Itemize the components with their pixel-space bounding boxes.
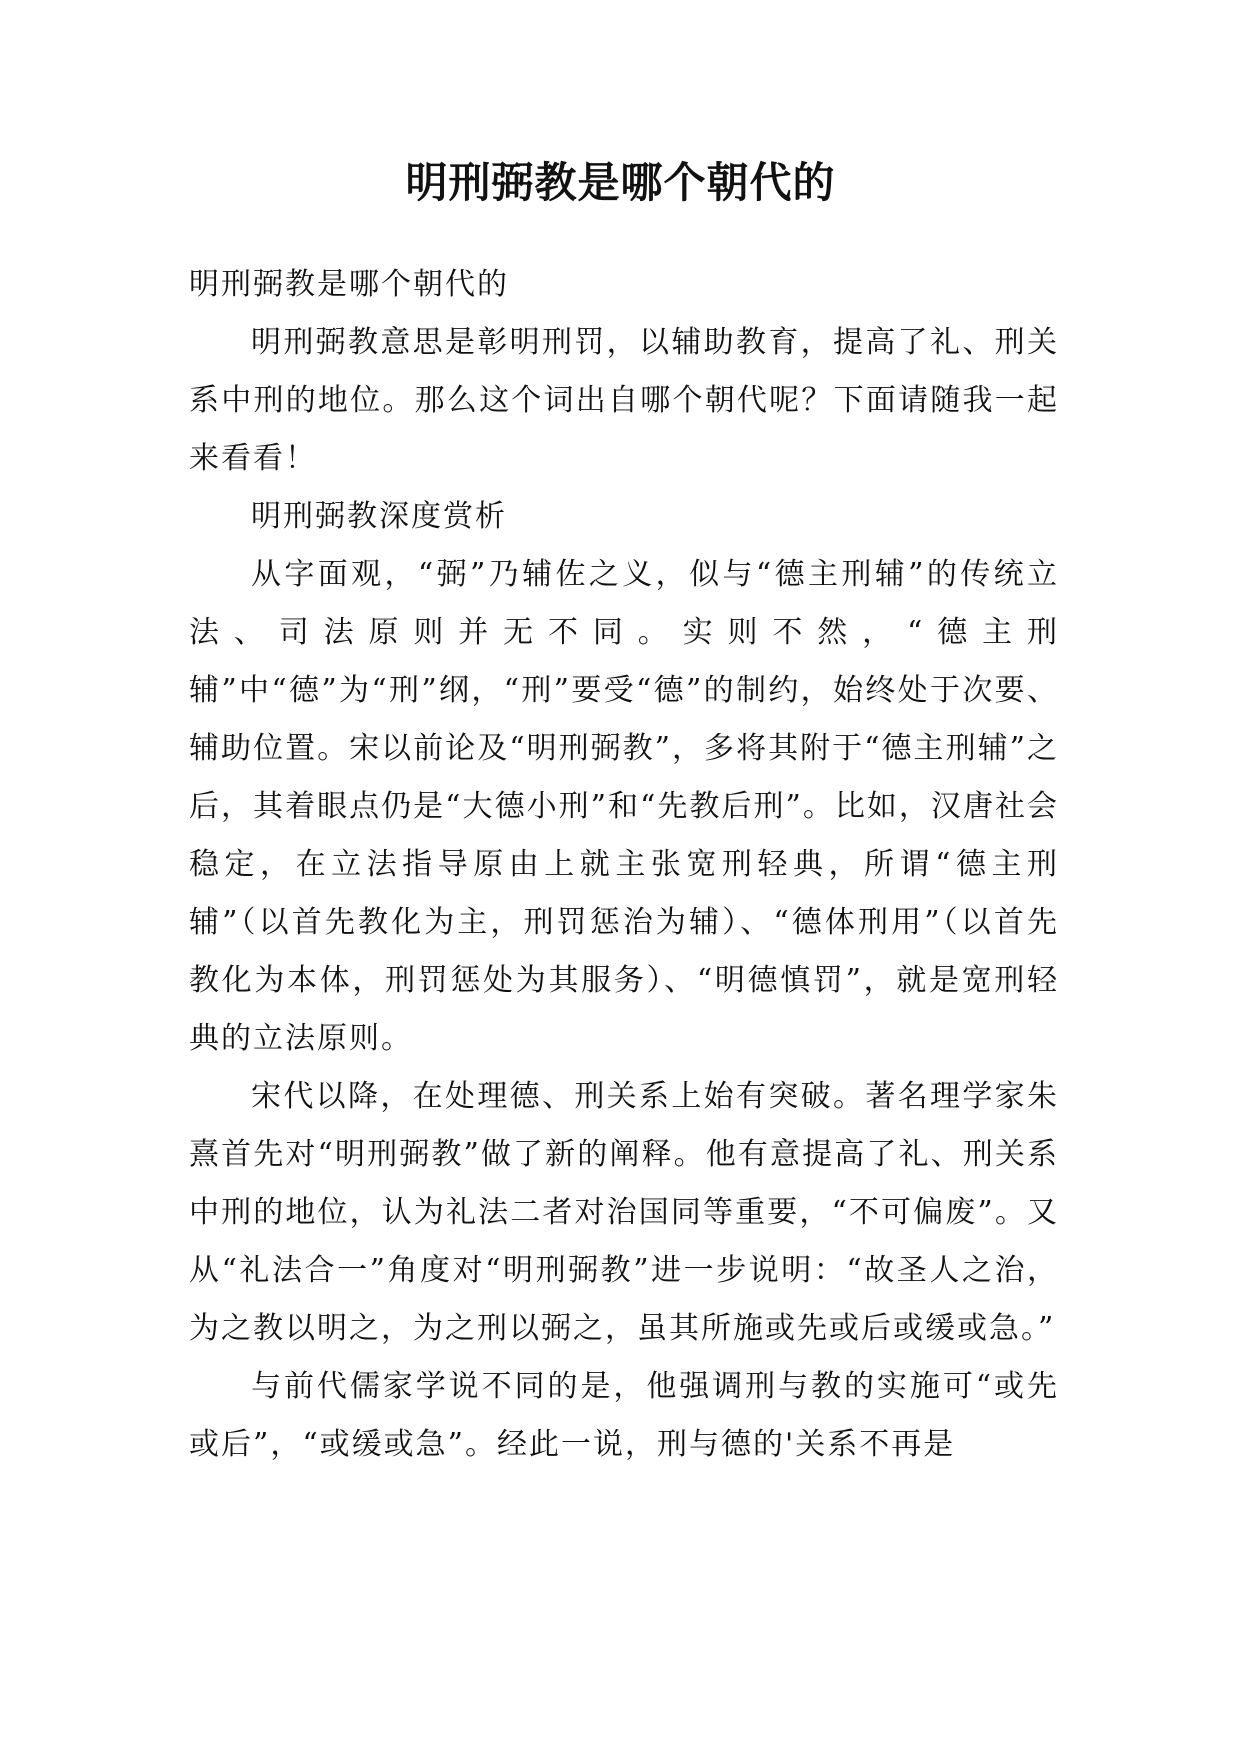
paragraph-comparison: 与前代儒家学说不同的是，他强调刑与教的实施可“或先或后”，“或缓或急”。经此一说，刑与德的'关系不再是 xyxy=(189,1369,1059,1462)
paragraph-intro: 明刑弼教意思是彰明刑罚，以辅助教育，提高了礼、刑关系中刑的地位。那么这个词出自哪个朝代呢？下面请随我一起来看看！ xyxy=(189,325,1059,476)
section-heading: 明刑弼教深度赏析 xyxy=(251,499,507,534)
paragraph-song-dynasty: 宋代以降，在处理德、刑关系上始有突破。著名理学家朱熹首先对“明刑弼教”做了新的阐释。他有意提高了礼、刑关系中刑的地位，认为礼法二者对治国同等重要，“不可偏废”。又从“礼法合一”角度对“明刑弼教”进一步说明：“故圣人之治，为之教以明之，为之刑以弼之，虽其所施或先或后或缓或急。” xyxy=(189,1079,1059,1346)
document-body xyxy=(189,256,1059,1474)
paragraph-analysis: 从字面观，“弼”乃辅佐之义，似与“德主刑辅”的传统立法、司法原则并无不同。实则不然，“德主刑辅”中“德”为“刑”纲，“刑”要受“德”的制约，始终处于次要、辅助位置。宋以前论及“明刑弼教”，多将其附于“德主刑辅”之后，其着眼点仍是“大德小刑”和“先教后刑”。比如，汉唐社会稳定，在立法指导原由上就主张宽刑轻典，所谓“德主刑辅”（以首先教化为主，刑罚惩治为辅）、“德体刑用”（以首先教化为本体，刑罚惩处为其服务）、“明德慎罚”，就是宽刑轻典的立法原则。 xyxy=(189,557,1059,1056)
subtitle-line: 明刑弼教是哪个朝代的 xyxy=(189,267,509,302)
document-title: 明刑弼教是哪个朝代的 xyxy=(405,158,836,207)
